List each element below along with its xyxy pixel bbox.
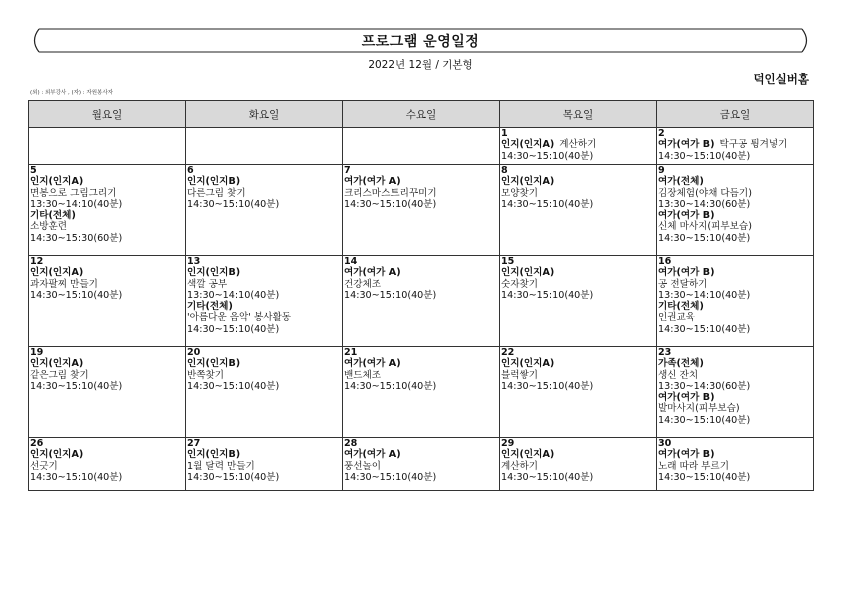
program-time: 14:30~15:10(40분) xyxy=(30,289,123,301)
program-category xyxy=(344,176,498,187)
program-category xyxy=(30,176,184,187)
program-category-label: 가족(전체) xyxy=(658,358,704,370)
day-cell xyxy=(186,256,343,347)
program-category-label: 기타(전체) xyxy=(187,301,233,313)
day-cell xyxy=(500,256,657,347)
program-category-label: 여가(여가 A) xyxy=(344,449,401,461)
program-category-label: 인지(인지A) xyxy=(501,267,555,279)
program-time: 14:30~15:10(40분) xyxy=(501,471,594,483)
program-activity: 색깔 공부 xyxy=(187,278,228,290)
program-category-label: 인지(인지B) xyxy=(187,267,241,279)
program-category-label: 인지(인지A) xyxy=(30,449,84,461)
program-activity: 인권교육 xyxy=(658,312,696,324)
program-activity: 소방훈련 xyxy=(30,221,68,233)
program-category xyxy=(30,358,184,369)
program-category-label: 여가(여가 B) xyxy=(658,449,715,461)
program-category-label: 인지(인지A) xyxy=(30,358,84,370)
program-category xyxy=(187,267,341,278)
week-row xyxy=(29,438,814,491)
date-number: 12 xyxy=(30,256,44,267)
program-time: 14:30~15:10(40분) xyxy=(501,289,594,301)
day-cell xyxy=(186,128,343,165)
program-category-label: 여가(여가 A) xyxy=(344,358,401,370)
program-activity: 선긋기 xyxy=(30,460,58,472)
program-activity: 공 전달하기 xyxy=(658,278,708,290)
date-number: 22 xyxy=(501,347,515,358)
day-cell xyxy=(186,165,343,256)
program-category xyxy=(187,449,341,460)
program-time: 14:30~15:10(40분) xyxy=(30,471,123,483)
program-category-label: 인지(인지A) xyxy=(30,176,84,188)
day-cell xyxy=(186,347,343,438)
day-cell xyxy=(500,347,657,438)
date-number: 5 xyxy=(30,165,37,176)
program-category-label: 여가(여가 B) xyxy=(658,392,715,404)
program-time: 13:30~14:30(60분) xyxy=(658,198,751,210)
day-cell xyxy=(500,438,657,491)
program-activity: 계산하기 xyxy=(559,139,597,151)
program-time: 14:30~15:10(40분) xyxy=(658,150,751,162)
program-category xyxy=(30,210,184,221)
program-time: 13:30~14:30(60분) xyxy=(658,380,751,392)
program-activity: 숫자찾기 xyxy=(501,278,539,290)
program-activity: 반쪽찾기 xyxy=(187,369,225,381)
date-number: 20 xyxy=(187,347,201,358)
program-time: 13:30~14:10(40분) xyxy=(30,198,123,210)
program-category xyxy=(658,176,812,187)
day-cell xyxy=(29,347,186,438)
date-number: 26 xyxy=(30,438,44,449)
weekday-header: 수요일 xyxy=(343,101,500,128)
program-time: 14:30~15:10(40분) xyxy=(187,323,280,335)
program-category-label: 인지(인지B) xyxy=(187,449,241,461)
program-category xyxy=(344,358,498,369)
date-number: 28 xyxy=(344,438,358,449)
program-category-label: 인지(인지B) xyxy=(187,358,241,370)
week-row xyxy=(29,165,814,256)
program-activity: '아름다운 음악' 봉사활동 xyxy=(187,312,292,324)
program-category xyxy=(30,449,184,460)
day-cell xyxy=(343,438,500,491)
day-cell xyxy=(343,165,500,256)
date-number: 29 xyxy=(501,438,515,449)
program-category-label: 여가(여가 B) xyxy=(658,267,715,279)
program-category xyxy=(658,392,812,403)
day-cell xyxy=(657,438,814,491)
day-cell xyxy=(29,165,186,256)
schedule-body xyxy=(29,128,814,491)
date-number: 2 xyxy=(658,128,665,139)
title-banner xyxy=(29,28,812,53)
day-cell xyxy=(500,165,657,256)
program-category-label: 여가(여가 B) xyxy=(658,139,715,151)
program-activity: 김장체험(야채 다듬기) xyxy=(658,187,752,199)
date-number: 6 xyxy=(187,165,194,176)
program-activity: 계산하기 xyxy=(501,460,539,472)
date-number: 16 xyxy=(658,256,672,267)
program-time: 14:30~15:10(40분) xyxy=(658,414,751,426)
date-number: 13 xyxy=(187,256,201,267)
program-category-label: 기타(전체) xyxy=(30,210,76,222)
program-category-label: 인지(인지B) xyxy=(187,176,241,188)
day-cell xyxy=(29,256,186,347)
weekday-header-row xyxy=(29,101,814,128)
program-category xyxy=(658,449,812,460)
date-number: 23 xyxy=(658,347,672,358)
program-category-label: 여가(전체) xyxy=(658,176,704,188)
program-time: 14:30~15:10(40분) xyxy=(658,232,751,244)
legend-note: (외) : 외부강사 , (자) : 자원봉사자 xyxy=(30,90,113,96)
program-category-label: 인지(인지A) xyxy=(501,176,555,188)
program-time: 14:30~15:10(40분) xyxy=(344,198,437,210)
program-activity: 1월 달력 만들기 xyxy=(187,460,255,472)
program-activity: 신체 마사지(피부보습) xyxy=(658,221,752,233)
program-time: 14:30~15:10(40분) xyxy=(344,380,437,392)
day-cell xyxy=(343,347,500,438)
program-category-label: 인지(인지A) xyxy=(501,358,555,370)
week-row xyxy=(29,347,814,438)
program-time: 14:30~15:30(60분) xyxy=(30,232,123,244)
program-category xyxy=(344,267,498,278)
program-time: 14:30~15:10(40분) xyxy=(187,380,280,392)
program-activity: 건강체조 xyxy=(344,278,382,290)
page-title: 프로그램 운영일정 xyxy=(361,34,480,50)
day-cell xyxy=(657,128,814,165)
program-category xyxy=(658,210,812,221)
program-time: 14:30~15:10(40분) xyxy=(187,471,280,483)
program-category xyxy=(30,267,184,278)
program-time: 14:30~15:10(40분) xyxy=(501,150,594,162)
day-cell xyxy=(343,256,500,347)
program-time: 13:30~14:10(40분) xyxy=(658,289,751,301)
weekday-header: 화요일 xyxy=(186,101,343,128)
program-activity: 발마사지(피부보습) xyxy=(658,403,740,415)
schedule-table xyxy=(28,100,814,491)
day-cell xyxy=(500,128,657,165)
program-time: 14:30~15:10(40분) xyxy=(658,323,751,335)
program-time: 14:30~15:10(40분) xyxy=(501,380,594,392)
program-category xyxy=(658,267,812,278)
date-number: 15 xyxy=(501,256,515,267)
day-cell xyxy=(657,165,814,256)
program-activity: 다른그림 찾기 xyxy=(187,187,246,199)
day-cell xyxy=(343,128,500,165)
program-category-label: 여가(여가 A) xyxy=(344,267,401,279)
program-activity: 같은그림 찾기 xyxy=(30,369,89,381)
program-category-label: 인지(인지A) xyxy=(501,449,555,461)
weekday-header: 월요일 xyxy=(29,101,186,128)
program-category xyxy=(501,449,655,460)
date-number: 9 xyxy=(658,165,665,176)
program-activity: 블럭쌓기 xyxy=(501,369,539,381)
program-category-label: 인지(인지A) xyxy=(501,139,555,151)
program-category xyxy=(187,176,341,187)
program-category xyxy=(501,176,655,187)
date-number: 1 xyxy=(501,128,508,139)
organization-name: 덕인실버홈 xyxy=(753,72,809,86)
week-row xyxy=(29,128,814,165)
program-category xyxy=(658,139,812,150)
program-time: 14:30~15:10(40분) xyxy=(30,380,123,392)
program-activity: 과자팔찌 만들기 xyxy=(30,278,98,290)
page-subtitle: 2022년 12월 / 기본형 xyxy=(368,59,473,71)
date-number: 19 xyxy=(30,347,44,358)
program-activity: 모양찾기 xyxy=(501,187,539,199)
date-number: 21 xyxy=(344,347,358,358)
day-cell xyxy=(29,438,186,491)
program-category-label: 여가(여가 B) xyxy=(658,210,715,222)
day-cell xyxy=(29,128,186,165)
program-category xyxy=(187,301,341,312)
program-activity: 노래 따라 부르기 xyxy=(658,460,729,472)
program-time: 14:30~15:10(40분) xyxy=(187,198,280,210)
program-activity: 크리스마스트리꾸미기 xyxy=(344,187,437,199)
program-time: 14:30~15:10(40분) xyxy=(344,471,437,483)
program-activity: 생신 잔치 xyxy=(658,369,699,381)
program-category-label: 인지(인지A) xyxy=(30,267,84,279)
program-time: 14:30~15:10(40분) xyxy=(344,289,437,301)
program-category-label: 여가(여가 A) xyxy=(344,176,401,188)
program-category xyxy=(501,267,655,278)
date-number: 30 xyxy=(658,438,672,449)
date-number: 7 xyxy=(344,165,351,176)
program-category xyxy=(187,358,341,369)
day-cell xyxy=(657,256,814,347)
program-category xyxy=(344,449,498,460)
program-activity: 밴드체조 xyxy=(344,369,382,381)
day-cell xyxy=(657,347,814,438)
program-category xyxy=(501,358,655,369)
weekday-header: 목요일 xyxy=(500,101,657,128)
program-category xyxy=(658,301,812,312)
weekday-header: 금요일 xyxy=(657,101,814,128)
date-number: 27 xyxy=(187,438,201,449)
program-category xyxy=(658,358,812,369)
program-time: 13:30~14:10(40분) xyxy=(187,289,280,301)
date-number: 14 xyxy=(344,256,358,267)
program-category-label: 기타(전체) xyxy=(658,301,704,313)
program-time: 14:30~15:10(40분) xyxy=(658,471,751,483)
program-activity: 풍선놀이 xyxy=(344,460,382,472)
program-activity: 면봉으로 그림그리기 xyxy=(30,187,117,199)
week-row xyxy=(29,256,814,347)
date-number: 8 xyxy=(501,165,508,176)
day-cell xyxy=(186,438,343,491)
program-time: 14:30~15:10(40분) xyxy=(501,198,594,210)
program-activity: 탁구공 튕겨넣기 xyxy=(719,139,788,151)
program-category xyxy=(501,139,655,150)
